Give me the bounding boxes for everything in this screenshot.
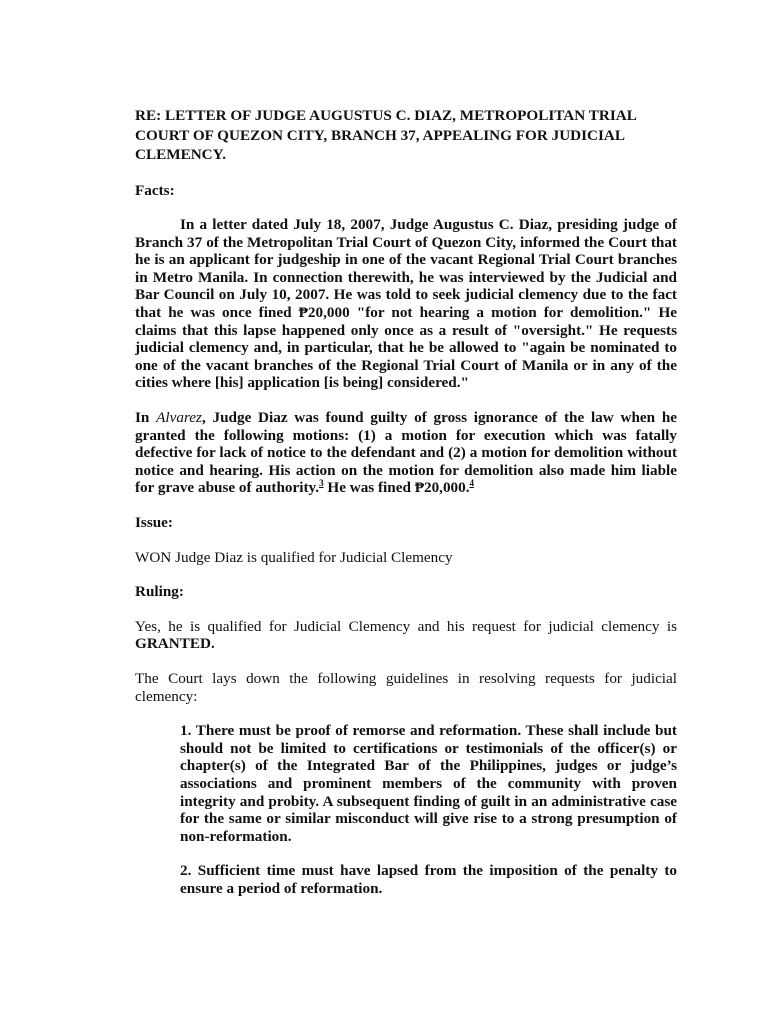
footnote-link-3[interactable]: 3: [319, 478, 324, 489]
ruling-prefix: Yes, he is qualified for Judicial Clemency and his request for judicial clemency is: [135, 617, 677, 635]
issue-heading: Issue:: [135, 514, 173, 531]
paragraph-prefix: In: [135, 409, 157, 427]
paragraph-tail: He was fined ₱20,000.: [323, 479, 470, 497]
case-citation: Alvarez: [156, 409, 202, 427]
document-page: [135, 106, 677, 915]
paragraph-body: , Judge Diaz was found guilty of gross ignorance of the law when he granted the following motions: (1) a motion for execution which was fatally defective for lack of notice to the defendant and (2) a motion for demolition without notice and hearing. His action on the motion for demolition also made him liable for grave abuse of authority.: [135, 409, 678, 497]
ruling-heading: Ruling:: [135, 583, 184, 601]
guidelines-intro: The Court lays down the following guidelines in resolving requests for judicial clemency:: [135, 669, 677, 705]
granted-label: GRANTED.: [135, 635, 215, 653]
facts-paragraph: In a letter dated July 18, 2007, Judge Augustus C. Diaz, presiding judge of Branch 37 of the Metropolitan Trial Court of Quezon City, informed the Court that he is an applicant for judgeship in one of the vacant Regional Trial Court branches in Metro Manila. In connection therewith, he was interviewed by the Judicial and Bar Council on July 10, 2007. He was told to seek judicial clemency due to the fact that he was once fined ₱20,000 "for not hearing a motion for demolition." He claims that this lapse happened only once as a result of "oversight." He requests judicial clemency and, in particular, that he be allowed to "again be nominated to one of the vacant branches of the Regional Trial Court of Manila or in any of the cities where [his] application [is being] considered.": [135, 216, 677, 392]
ruling-text: [135, 618, 677, 653]
facts-heading: Facts:: [135, 181, 175, 199]
guideline-item: 2. Sufficient time must have lapsed from the imposition of the penalty to ensure a period of reformation.: [180, 862, 677, 897]
case-title: RE: LETTER OF JUDGE AUGUSTUS C. DIAZ, METROPOLITAN TRIAL COURT OF QUEZON CITY, BRANCH 37, APPEALING FOR JUDICIAL CLEMENCY.: [135, 107, 636, 163]
alvarez-paragraph: [135, 409, 677, 497]
footnote-link-4[interactable]: 4: [469, 478, 475, 489]
issue-text: WON Judge Diaz is qualified for Judicial Clemency: [135, 548, 453, 566]
guideline-item: 1. There must be proof of remorse and reformation. These shall include but should not be limited to certifications or testimonials of the officer(s) or chapter(s) of the Integrated Bar of the Philippines, judges or judge’s associations and prominent members of the community with proven integrity and probity. A subsequent finding of guilt in an administrative case for the same or similar misconduct will give rise to a strong presumption of non-reformation.: [180, 722, 677, 845]
